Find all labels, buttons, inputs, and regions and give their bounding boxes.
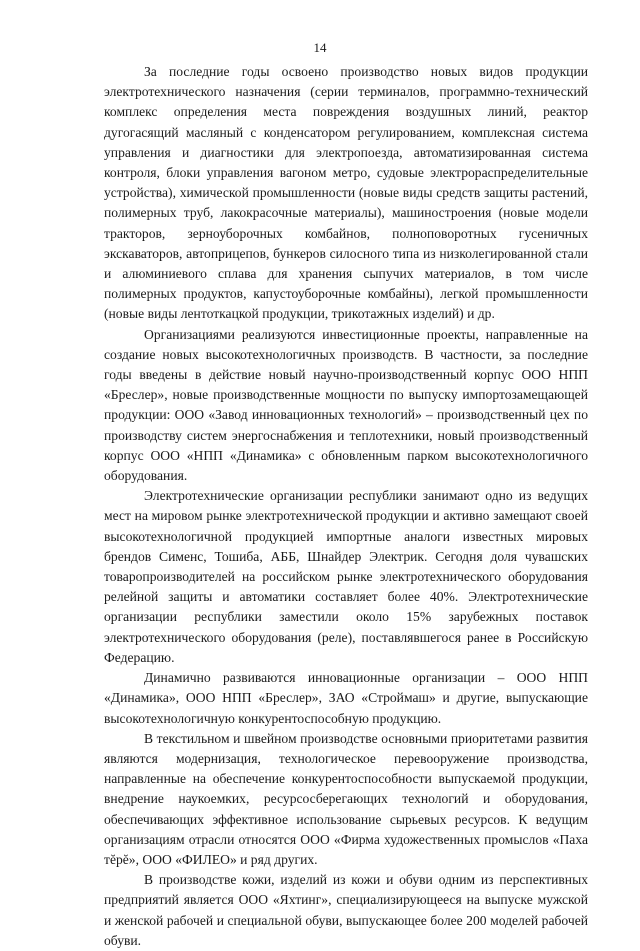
paragraph-electrotechnical-market: Электротехнические организации республики занимают одно из ведущих мест на мировом рынке электротехнической продукции и активно замещают своей высокотехнологичной продукцией импортные аналоги известных мировых брендов Сименс, Тошиба, АББ, Шнайдер Электрик. Сегодня доля чувашских товаропроизводителей на российском рынке электротехнического оборудования релейной защиты и автоматики составляет более 40%. Электротехнические организации республики заместили около 15% зарубежных поставок электротехнического оборудования (реле), поставлявшегося ранее в Российскую Федерацию.	[104, 488, 588, 665]
paragraph-innovative-organizations: Динамично развиваются инновационные организации – ООО НПП «Динамика», ООО НПП «Бреслер», ЗАО «Строймаш» и другие, выпускающие высокотехнологичную конкурентоспособную продукцию.	[104, 670, 588, 726]
body-text	[104, 62, 588, 951]
paragraph-new-products: За последние годы освоено производство новых видов продукции электротехнического назначения (серии терминалов, программно-технический комплекс определения места повреждения воздушных линий, реактор дугогасящий масляный с конденсатором регулированием, комплексная система управления и диагностики для электропоезда, автоматизированная система контроля, блоки управления вагоном метро, судовые электрораспределительные устройства), химической промышленности (новые виды средств защиты растений, полимерных труб, лакокрасочные материалы), машиностроения (новые модели тракторов, зерноуборочных комбайнов, полноповоротных гусеничных экскаваторов, автоприцепов, бункеров силосного типа из низколегированной стали и алюминиевого сплава для хранения сыпучих материалов, в том числе полимерных продуктов, капустоуборочные комбайны), легкой промышленности (новые виды лентоткацкой продукции, трикотажных изделий) и др.	[104, 64, 588, 322]
paragraph-leather-footwear: В производстве кожи, изделий из кожи и обуви одним из перспективных предприятий является ООО «Яхтинг», специализирующееся на выпуске мужской и женской рабочей и специальной обуви, выпускающее более 200 моделей рабочей обуви.	[104, 872, 588, 948]
paragraph-investment-projects: Организациями реализуются инвестиционные проекты, направленные на создание новых высокотехнологичных производств. В частности, за последние годы введены в действие новый научно-производственный корпус ООО НПП «Бреслер», новые производственные мощности по выпуску импортозамещающей продукции: ООО «Завод инновационных технологий» – производственный цех по производству систем энергоснабжения и теплотехники, новый производственный корпус ООО «НПП «Динамика» с обновленным парком высокотехнологичного оборудования.	[104, 326, 588, 484]
paragraph-textile-production: В текстильном и швейном производстве основными приоритетами развития являются модернизация, технологическое перевооружение производства, направленные на обеспечение конкурентоспособности выпускаемой продукции, внедрение наукоемких, ресурсосберегающих технологий и оборудования, обеспечивающих эффективное использование сырьевых ресурсов. К ведущим организациям отрасли относятся ООО «Фирма художественных промыслов «Паха тĕрĕ», ООО «ФИЛЕО» и ряд других.	[104, 730, 588, 867]
page-number: 14	[313, 40, 327, 55]
